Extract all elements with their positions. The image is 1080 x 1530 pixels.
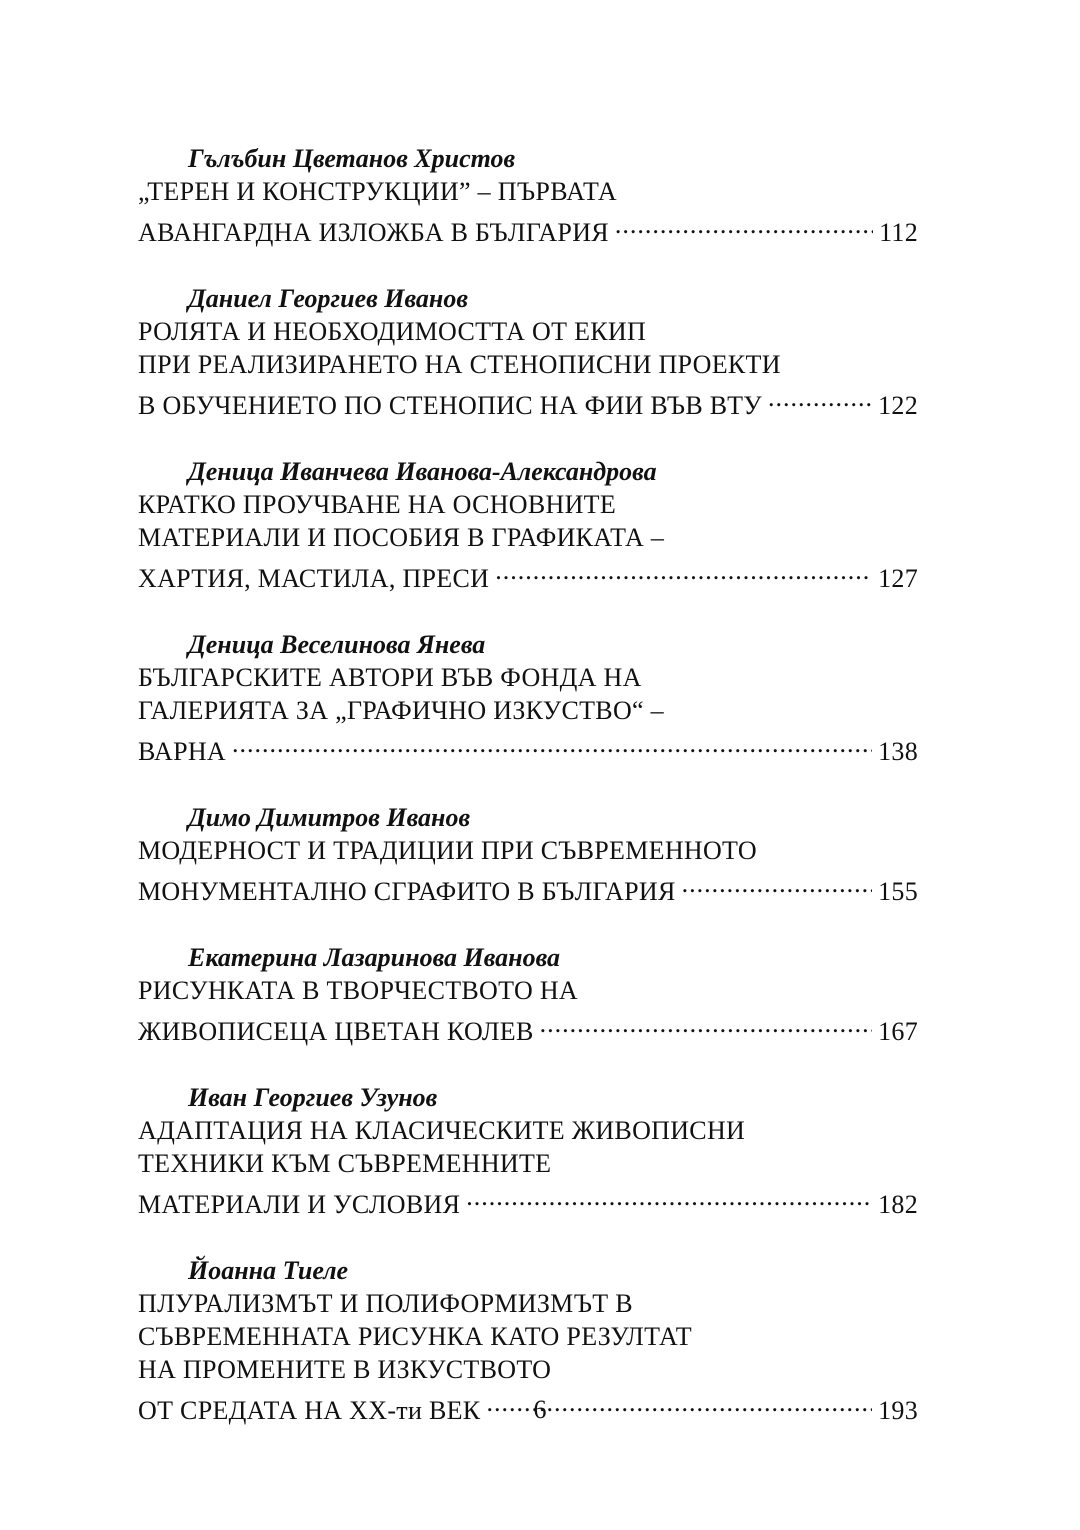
entry-title-line: „ТЕРЕН И КОНСТРУКЦИИ” – ПЪРВАТА bbox=[138, 177, 617, 206]
dot-leader bbox=[768, 381, 872, 414]
entry-title-line: БЪЛГАРСКИТЕ АВТОРИ ВЪВ ФОНДА НА bbox=[138, 663, 642, 692]
entry-title-line: НА ПРОМЕНИТЕ В ИЗКУСТВОТО bbox=[138, 1355, 552, 1384]
dot-leader bbox=[540, 1007, 873, 1040]
entry-title-last-line bbox=[138, 208, 918, 249]
entry-title-last-line bbox=[138, 554, 918, 595]
entry-title-text: МОНУМЕНТАЛНО СГРАФИТО В БЪЛГАРИЯ bbox=[138, 877, 676, 906]
entry-title-text: МАТЕРИАЛИ И УСЛОВИЯ bbox=[138, 1190, 461, 1219]
entry-title-line: МОДЕРНОСТ И ТРАДИЦИИ ПРИ СЪВРЕМЕННОТО bbox=[138, 836, 757, 865]
entry-author: Деница Веселинова Янева bbox=[188, 630, 486, 659]
entry-title-line: СЪВРЕМЕННАТА РИСУНКА КАТО РЕЗУЛТАТ bbox=[138, 1322, 692, 1351]
toc-entry bbox=[138, 1081, 918, 1221]
toc-entry bbox=[138, 941, 918, 1048]
entry-title-text: АВАНГАРДНА ИЗЛОЖБА В БЪЛГАРИЯ bbox=[138, 218, 609, 247]
entry-title-line: АДАПТАЦИЯ НА КЛАСИЧЕСКИТЕ ЖИВОПИСНИ bbox=[138, 1116, 746, 1145]
entry-title-line: ПРИ РЕАЛИЗИРАНЕТО НА СТЕНОПИСНИ ПРОЕКТИ bbox=[138, 350, 781, 379]
entry-page-number: 138 bbox=[878, 737, 918, 766]
toc-entry bbox=[138, 801, 918, 908]
entry-author: Даниел Георгиев Иванов bbox=[188, 284, 468, 313]
entry-title-line: КРАТКО ПРОУЧВАНЕ НА ОСНОВНИТЕ bbox=[138, 490, 617, 519]
entry-title-text: В ОБУЧЕНИЕТО ПО СТЕНОПИС НА ФИИ ВЪВ ВТУ bbox=[138, 391, 762, 420]
dot-leader bbox=[495, 554, 872, 587]
toc-entry bbox=[138, 455, 918, 595]
page-number: 6 bbox=[533, 1395, 547, 1424]
entry-author: Йоанна Тиеле bbox=[188, 1256, 349, 1285]
dot-leader bbox=[682, 867, 872, 900]
entry-page-number: 182 bbox=[878, 1190, 918, 1219]
entry-page-number: 127 bbox=[878, 564, 918, 593]
entry-title-text: ОТ СРЕДАТА НА XX-ти ВЕК bbox=[138, 1396, 481, 1425]
entry-page-number: 167 bbox=[878, 1017, 918, 1046]
entry-title-line: РОЛЯТА И НЕОБХОДИМОСТТА ОТ ЕКИП bbox=[138, 317, 647, 346]
entry-page-number: 155 bbox=[878, 877, 918, 906]
table-of-contents bbox=[138, 142, 918, 1460]
entry-title-last-line bbox=[138, 381, 918, 422]
entry-author: Димо Димитров Иванов bbox=[188, 803, 471, 832]
entry-title-last-line bbox=[138, 1007, 918, 1048]
entry-page-number: 112 bbox=[879, 218, 918, 247]
entry-author: Иван Георгиев Узунов bbox=[188, 1083, 438, 1112]
toc-entry bbox=[138, 628, 918, 768]
entry-title-text: ХАРТИЯ, МАСТИЛА, ПРЕСИ bbox=[138, 564, 490, 593]
dot-leader bbox=[615, 208, 873, 241]
entry-page-number: 122 bbox=[878, 391, 918, 420]
entry-author: Гълъбин Цветанов Христов bbox=[188, 144, 516, 173]
toc-entry bbox=[138, 282, 918, 422]
entry-title-last-line bbox=[138, 1180, 918, 1221]
dot-leader bbox=[466, 1180, 872, 1213]
entry-title-line: МАТЕРИАЛИ И ПОСОБИЯ В ГРАФИКАТА – bbox=[138, 523, 665, 552]
entry-page-number: 193 bbox=[878, 1396, 918, 1425]
entry-title-line: ГАЛЕРИЯТА ЗА „ГРАФИЧНО ИЗКУСТВО“ – bbox=[138, 696, 664, 725]
entry-author: Деница Иванчева Иванова-Александрова bbox=[188, 457, 657, 486]
dot-leader bbox=[232, 727, 872, 760]
entry-title-text: ВАРНА bbox=[138, 737, 226, 766]
entry-title-line: ТЕХНИКИ КЪМ СЪВРЕМЕННИТЕ bbox=[138, 1149, 552, 1178]
entry-title-text: ЖИВОПИСЕЦА ЦВЕТАН КОЛЕВ bbox=[138, 1017, 534, 1046]
entry-title-line: ПЛУРАЛИЗМЪТ И ПОЛИФОРМИЗМЪТ В bbox=[138, 1289, 633, 1318]
entry-title-last-line bbox=[138, 727, 918, 768]
entry-author: Екатерина Лазаринова Иванова bbox=[188, 943, 561, 972]
toc-entry bbox=[138, 142, 918, 249]
entry-title-last-line bbox=[138, 867, 918, 908]
entry-title-line: РИСУНКАТА В ТВОРЧЕСТВОТО НА bbox=[138, 976, 579, 1005]
